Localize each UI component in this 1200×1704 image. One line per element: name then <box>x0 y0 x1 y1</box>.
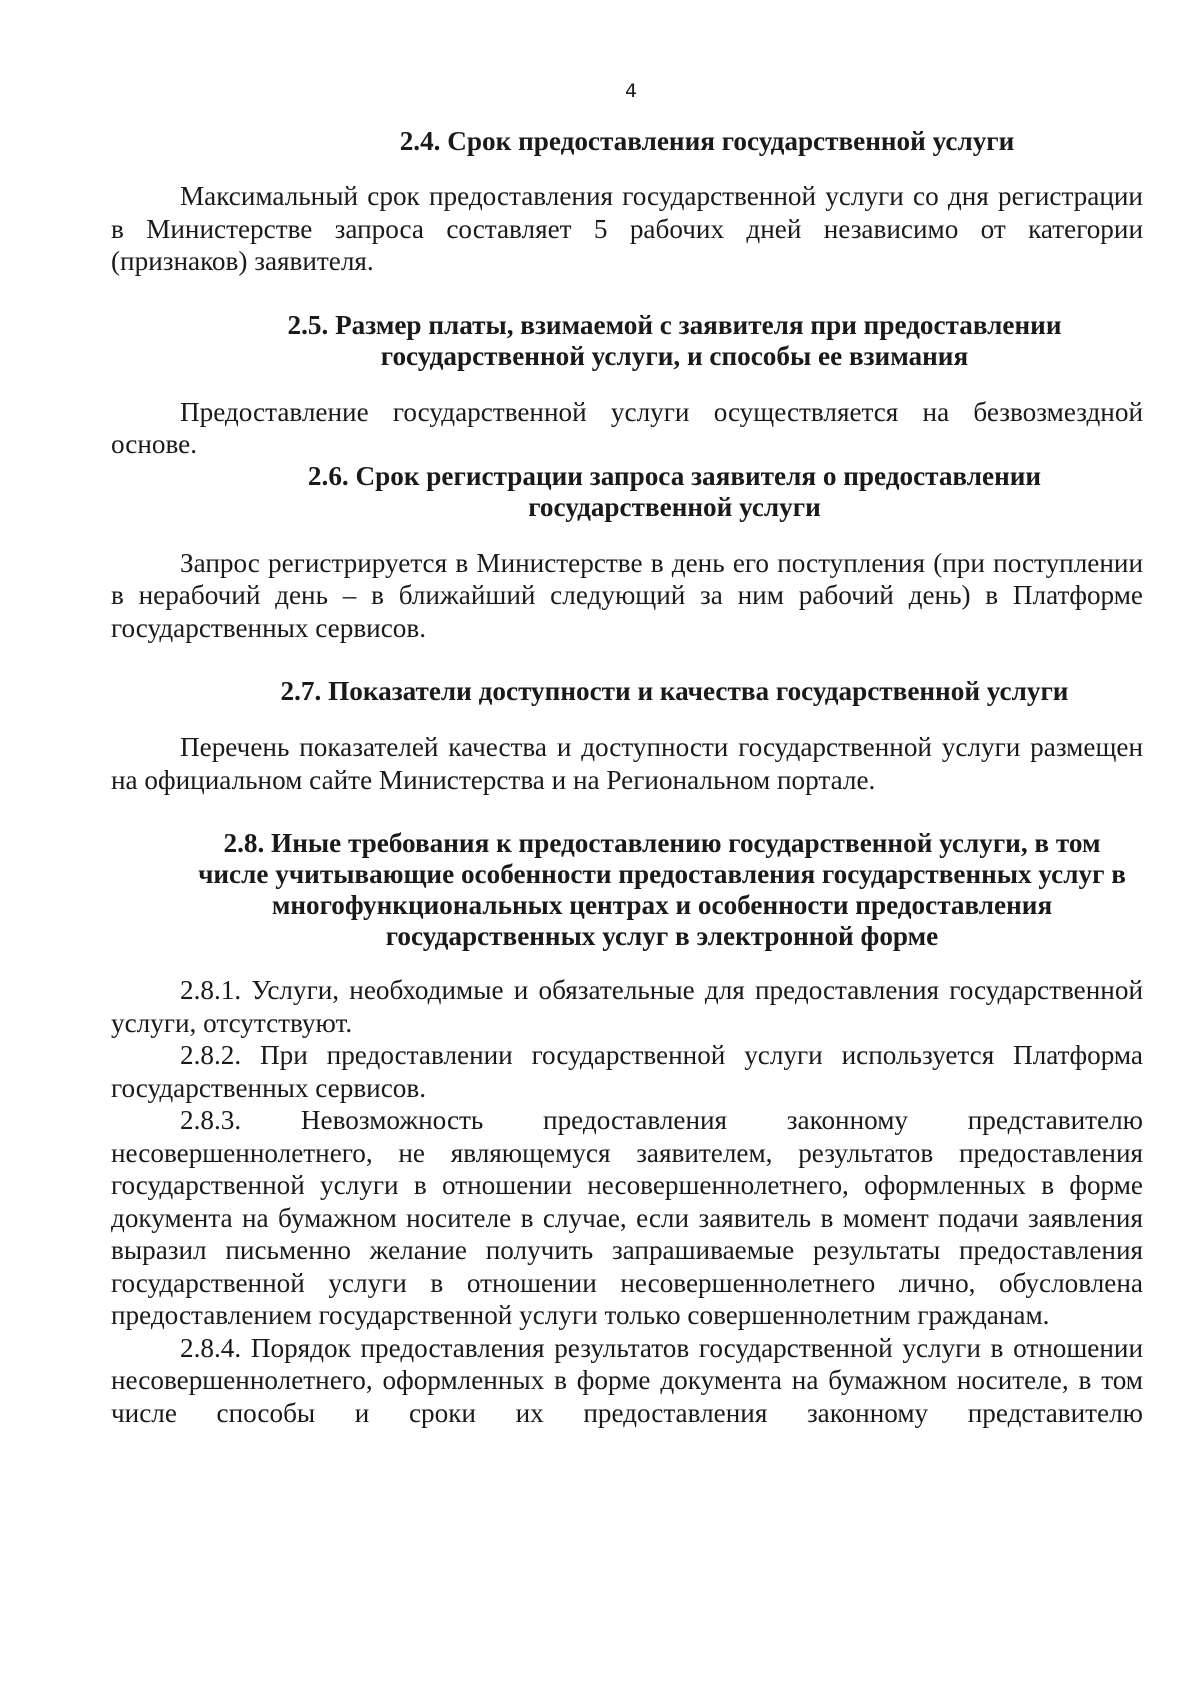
section-2-8-heading-line: государственных услуг в электронной форме <box>385 921 939 951</box>
section-2-4-paragraph: Максимальный срок предоставления государственной услуги со дня регистрации в Министерстве запроса составляет 5 рабочих дней независимо от категории (признаков) заявителя. <box>111 181 1143 276</box>
section-2-6-heading-line: государственной услуги <box>528 491 821 522</box>
section-2-5-paragraph: Предоставление государственной услуги осуществляется на безвозмездной основе. <box>111 396 1143 459</box>
section-2-5-heading <box>206 310 1143 372</box>
section-2-7-heading: 2.7. Показатели доступности и качества государственной услуги <box>280 676 1069 706</box>
section-2-7-paragraph: Перечень показателей качества и доступности государственной услуги размещен на официальном сайте Министерства и на Региональном портале. <box>111 732 1143 795</box>
paragraph-2-8-1: 2.8.1. Услуги, необходимые и обязательные для предоставления государственной услуги, отсутствуют. <box>111 975 1143 1038</box>
document-body <box>111 126 1143 1429</box>
paragraph-2-8-3: 2.8.3. Невозможность предоставления законному представителю несовершеннолетнего, не являющемуся заявителем, результатов предоставления государственной услуги в отношении несовершеннолетнего, оформленных в форме документа на бумажном носителе в случае, если заявитель в момент подачи заявления выразил письменно желание получить запрашиваемые результаты предоставления государственной услуги в отношении несовершеннолетнего лично, обусловлена предоставлением государственной услуги только совершеннолетним гражданам. <box>111 1105 1143 1330</box>
section-2-6-heading-line: 2.6. Срок регистрации запроса заявителя о предоставлении <box>307 460 1042 491</box>
section-2-4-heading: 2.4. Срок предоставления государственной услуги <box>399 126 1015 156</box>
section-2-8-heading <box>181 828 1143 952</box>
page-number: 4 <box>624 80 638 102</box>
section-2-5-heading-line: 2.5. Размер платы, взимаемой с заявителя при предоставлении <box>287 309 1062 340</box>
section-2-8-heading-line: 2.8. Иные требования к предоставлению государственной услуги, в том <box>223 828 1101 858</box>
section-2-8-heading-line: числе учитывающие особенности предоставления государственных услуг в <box>198 859 1126 889</box>
paragraph-2-8-2: 2.8.2. При предоставлении государственной услуги используется Платформа государственных сервисов. <box>111 1040 1143 1103</box>
paragraph-2-8-4: 2.8.4. Порядок предоставления результатов государственной услуги в отношении несовершеннолетнего, оформленных в форме документа на бумажном носителе, в том числе способы и сроки их предоставления законному представителю <box>111 1332 1143 1428</box>
section-2-5-heading-line: государственной услуги, и способы ее взимания <box>380 340 969 371</box>
section-2-6-heading <box>206 461 1143 523</box>
section-2-8-heading-line: многофункциональных центрах и особенности предоставления <box>271 890 1053 920</box>
section-2-6-paragraph: Запрос регистрируется в Министерстве в день его поступления (при поступлении в нерабочий день – в ближайший следующий за ним рабочий день) в Платформе государственных сервисов. <box>111 547 1143 643</box>
